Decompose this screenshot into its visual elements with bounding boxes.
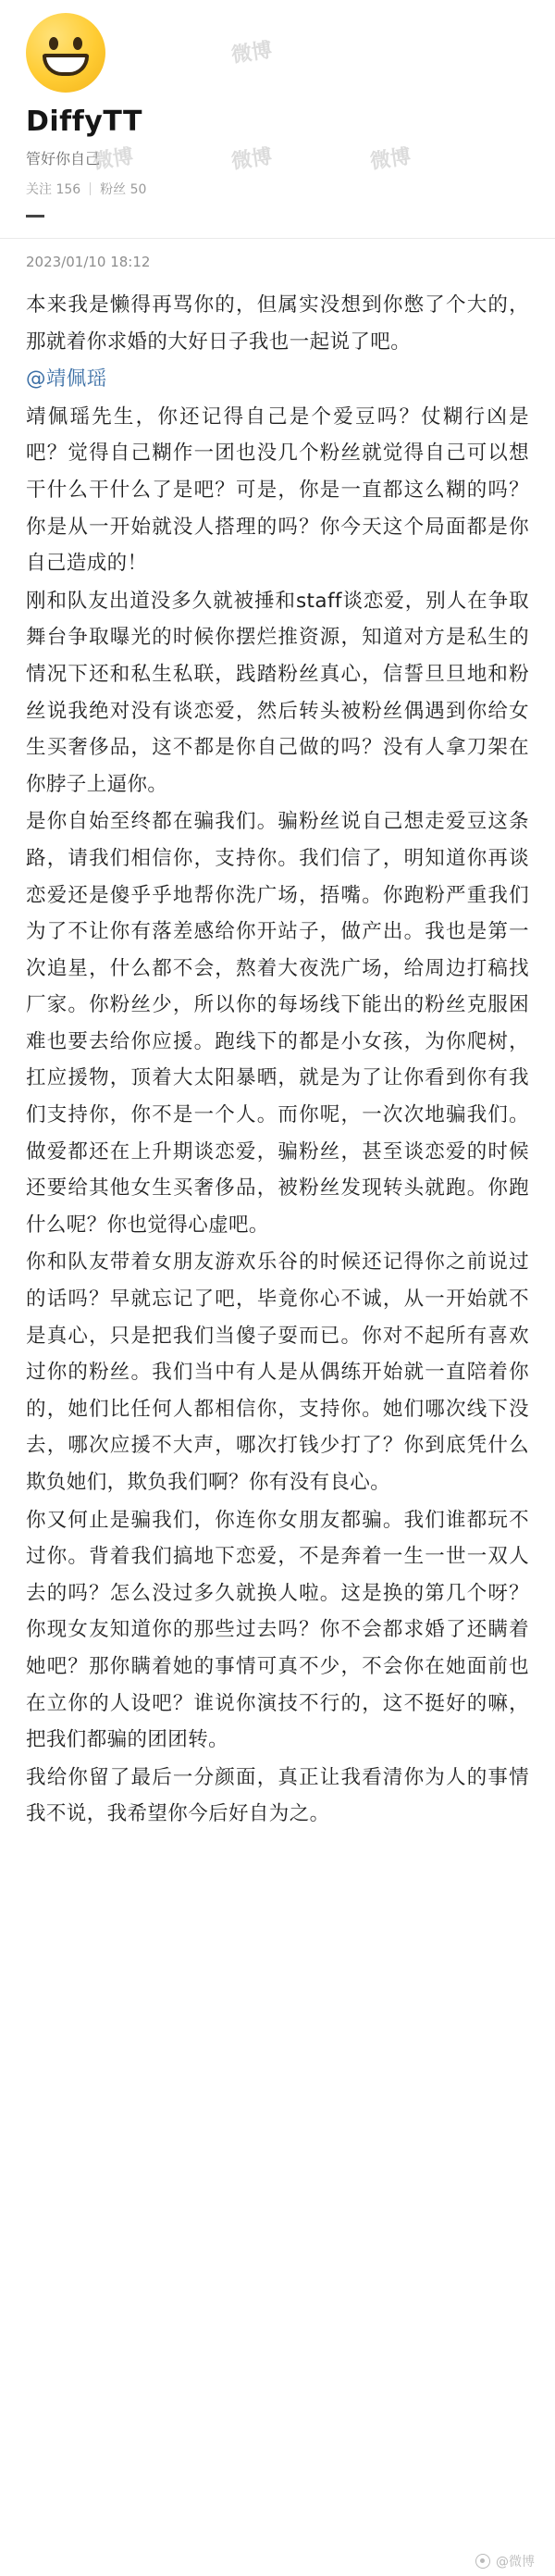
post-paragraph: 你又何止是骗我们，你连你女朋友都骗。我们谁都玩不过你。背着我们搞地下恋爱，不是奔着一生一世一双人去的吗？怎么没过多久就换人啦。这是换的第几个呀？你现女友知道你的那些过去吗？你不会都求婚了还瞒着她吧？那你瞒着她的事情可真不少，不会你在她面前也在立你的人设吧？谁说你演技不行的，这不挺好的嘛，把我们都骗的团团转。 (26, 1508, 529, 1752)
post-paragraph: 我给你留了最后一分颜面，真正让我看清你为人的事情我不说，我希望你今后好自为之。 (26, 1765, 529, 1826)
watermark: 微博 (91, 145, 135, 174)
avatar-eye-left (49, 37, 58, 50)
user-stats (26, 180, 529, 198)
followers-count[interactable]: 粉丝 50 (100, 182, 147, 197)
avatar-eye-right (73, 37, 82, 50)
post-date: 2023/01/10 18:12 (26, 254, 151, 270)
source-watermark-text: @微博 (496, 2555, 535, 2570)
post-intro: 本来我是懒得再骂你的，但属实没想到你憋了个大的，那就着你求婚的大好日子我也一起说了吧。 (26, 293, 529, 354)
divider (0, 238, 555, 239)
avatar-mouth (43, 54, 89, 76)
following-count[interactable]: 关注 156 (26, 182, 81, 197)
source-watermark (475, 2552, 535, 2570)
weibo-logo-icon (475, 2554, 490, 2569)
avatar[interactable] (26, 13, 105, 93)
stats-divider (90, 182, 91, 195)
section-accent-line (26, 215, 44, 218)
watermark: 微博 (229, 39, 274, 68)
watermark: 微博 (368, 145, 413, 174)
post-paragraph: 靖佩瑶先生，你还记得自己是个爱豆吗？仗糊行凶是吧？觉得自己糊作一团也没几个粉丝就觉得自己可以想干什么干什么了是吧？可是，你是一直都这么糊的吗？你是从一开始就没人搭理的吗？你今天这个局面都是你自己造成的！ (26, 404, 529, 576)
user-bio: 管好你自己 (26, 150, 101, 168)
username[interactable]: DiffyTT (26, 106, 142, 138)
post-content (26, 287, 529, 1833)
profile-header (0, 0, 555, 198)
post-paragraph: 刚和队友出道没多久就被捶和staff谈恋爱，别人在争取舞台争取曝光的时候你摆烂推资源，知道对方是私生的情况下还和私生私联，践踏粉丝真心，信誓旦旦地和粉丝说我绝对没有谈恋爱，然后转头被粉丝偶遇到你给女生买奢侈品，这不都是你自己做的吗？没有人拿刀架在你脖子上逼你。 (26, 589, 529, 796)
post-paragraph: 你和队友带着女朋友游欢乐谷的时候还记得你之前说过的话吗？早就忘记了吧，毕竟你心不诚，从一开始就不是真心，只是把我们当傻子耍而已。你对不起所有喜欢过你的粉丝。我们当中有人是从偶练开始就一直陪着你的，她们比任何人都相信你，支持你。她们哪次线下没去，哪次应援不大声，哪次打钱少打了？你到底凭什么欺负她们，欺负我们啊？你有没有良心。 (26, 1251, 529, 1494)
post-paragraph: 是你自始至终都在骗我们。骗粉丝说自己想走爱豆这条路，请我们相信你，支持你。我们信了，明知道你再谈恋爱还是傻乎乎地帮你洗广场，捂嘴。你跑粉严重我们为了不让你有落差感给你开站子，做产出。我也是第一次追星，什么都不会，熬着大夜洗广场，给周边打稿找厂家。你粉丝少，所以你的每场线下能出的粉丝克服困难也要去给你应援。跑线下的都是小女孩，为你爬树，扛应援物，顶着大太阳暴晒，就是为了让你看到你有我们支持你，你不是一个人。而你呢，一次次地骗我们。做爱都还在上升期谈恋爱，骗粉丝，甚至谈恋爱的时候还要给其他女生买奢侈品，被粉丝发现转头就跑。你跑什么呢？你也觉得心虚吧。 (26, 810, 529, 1237)
mention-link[interactable]: @靖佩瑶 (26, 367, 107, 392)
watermark: 微博 (229, 145, 274, 174)
